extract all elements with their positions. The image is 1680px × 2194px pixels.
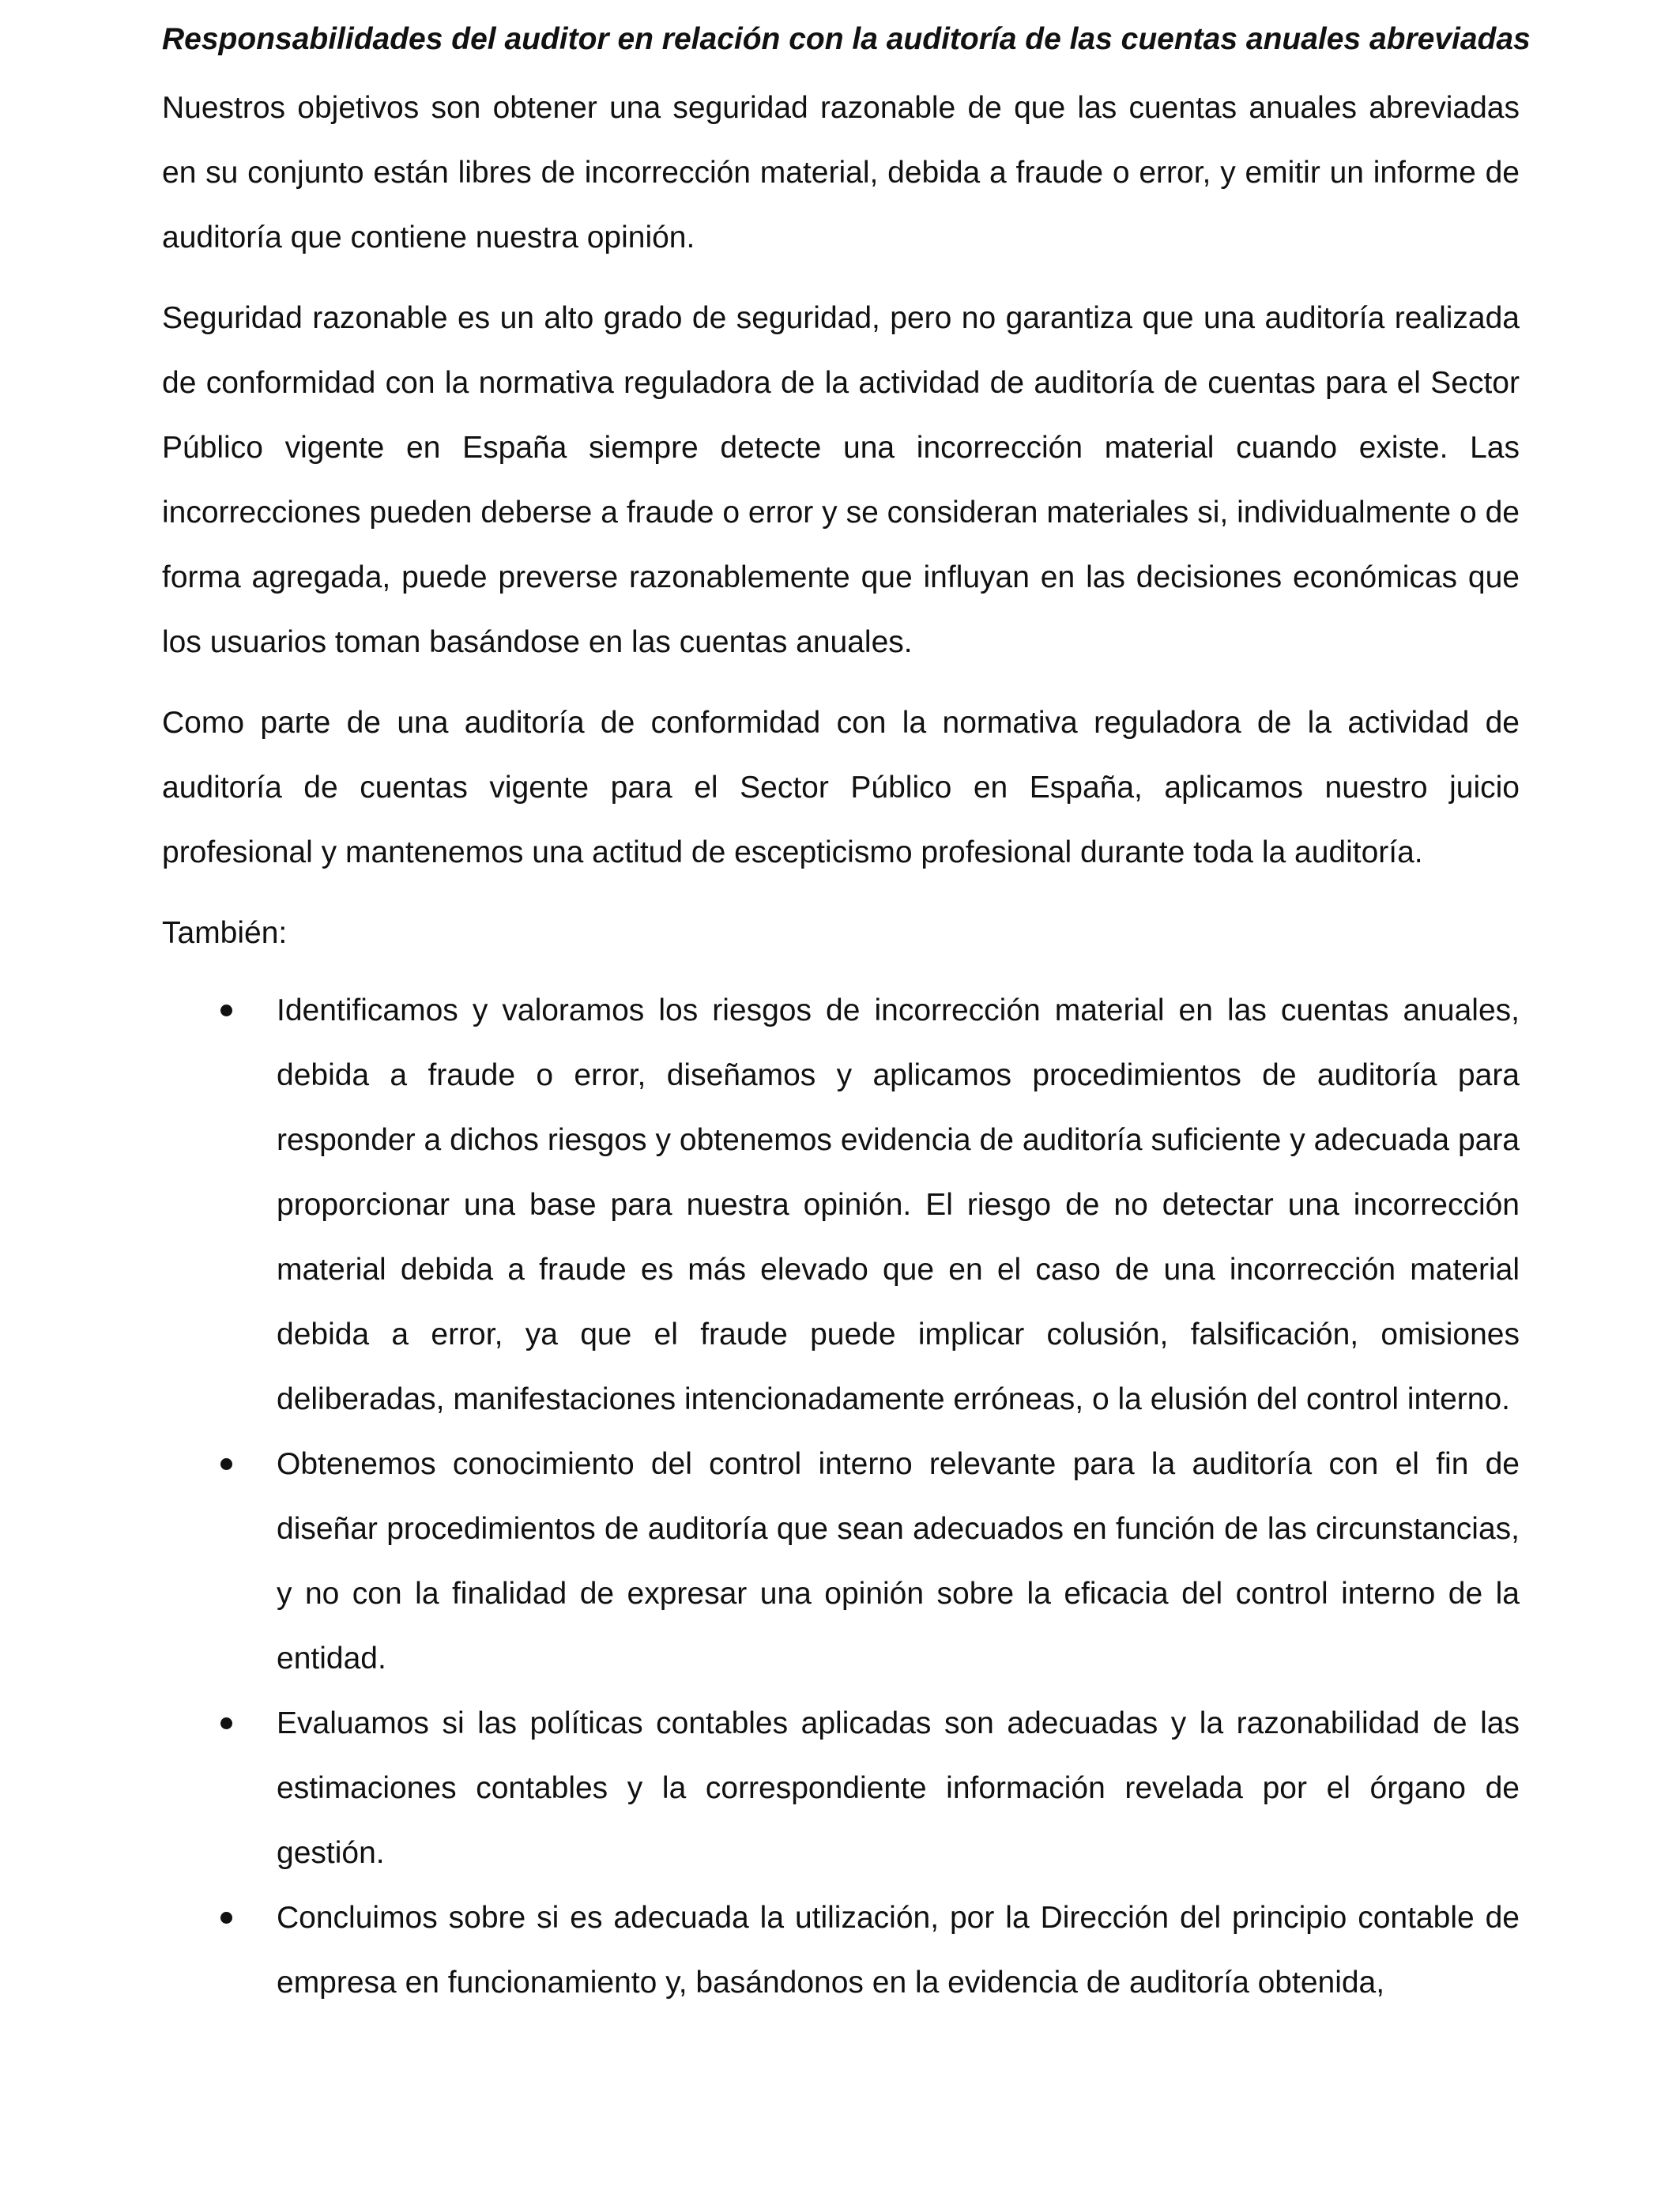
list-item-text: Identificamos y valoramos los riesgos de incorrección material en las cuentas anuales, debida a fraude o error, diseñamos y aplicamos procedimientos de auditoría para responder a dichos riesgos y obtenemos evidencia de auditoría suficiente y adecuada para proporcionar una base para nuestra opinión. El riesgo de no detectar una incorrección material debida a fraude es más elevado que en el caso de una incorrección material debida a error, ya que el fraude puede implicar colusión, falsificación, omisiones deliberadas, manifestaciones intencionadamente erróneas, o la elusión del control interno. [277, 993, 1520, 1416]
list-item-text: Obtenemos conocimiento del control interno relevante para la auditoría con el fin de diseñar procedimientos de auditoría que sean adecuados en función de las circunstancias, y no con la finalidad de expresar una opinión sobre la eficacia del control interno de la entidad. [277, 1447, 1520, 1676]
document-page [162, 14, 1531, 2015]
bullet-icon [220, 1005, 232, 1016]
responsibilities-list [162, 978, 1520, 2015]
paragraph-objectives: Nuestros objetivos son obtener una seguridad razonable de que las cuentas anuales abreviadas en su conjunto están libres de incorrección material, debida a fraude o error, y emitir un informe de auditoría que contiene nuestra opinión. [162, 91, 1520, 254]
bullet-icon [220, 1912, 232, 1924]
paragraph-professional-judgement: Como parte de una auditoría de conformidad con la normativa reguladora de la actividad de auditoría de cuentas vigente para el Sector Público en España, aplicamos nuestro juicio profesional y mantenemos una actitud de escepticismo profesional durante toda la auditoría. [162, 706, 1520, 869]
list-item-text: Concluimos sobre si es adecuada la utilización, por la Dirección del principio contable de empresa en funcionamiento y, basándonos en la evidencia de auditoría obtenida, [277, 1901, 1520, 2000]
list-item [162, 1886, 1520, 2015]
list-item [162, 978, 1520, 1432]
paragraph-also: También: [162, 916, 288, 950]
list-item-text: Evaluamos si las políticas contables aplicadas son adecuadas y la razonabilidad de las estimaciones contables y la correspondiente información revelada por el órgano de gestión. [277, 1706, 1520, 1870]
list-item [162, 1432, 1520, 1691]
section-heading: Responsabilidades del auditor en relación con la auditoría de las cuentas anuales abreviadas [162, 22, 1531, 56]
list-item [162, 1691, 1520, 1886]
paragraph-reasonable-assurance: Seguridad razonable es un alto grado de seguridad, pero no garantiza que una auditoría realizada de conformidad con la normativa reguladora de la actividad de auditoría de cuentas para el Sector Público vigente en España siempre detecte una incorrección material cuando existe. Las incorrecciones pueden deberse a fraude o error y se consideran materiales si, individualmente o de forma agregada, puede preverse razonablemente que influyan en las decisiones económicas que los usuarios toman basándose en las cuentas anuales. [162, 301, 1520, 659]
bullet-icon [220, 1717, 232, 1729]
bullet-icon [220, 1458, 232, 1470]
